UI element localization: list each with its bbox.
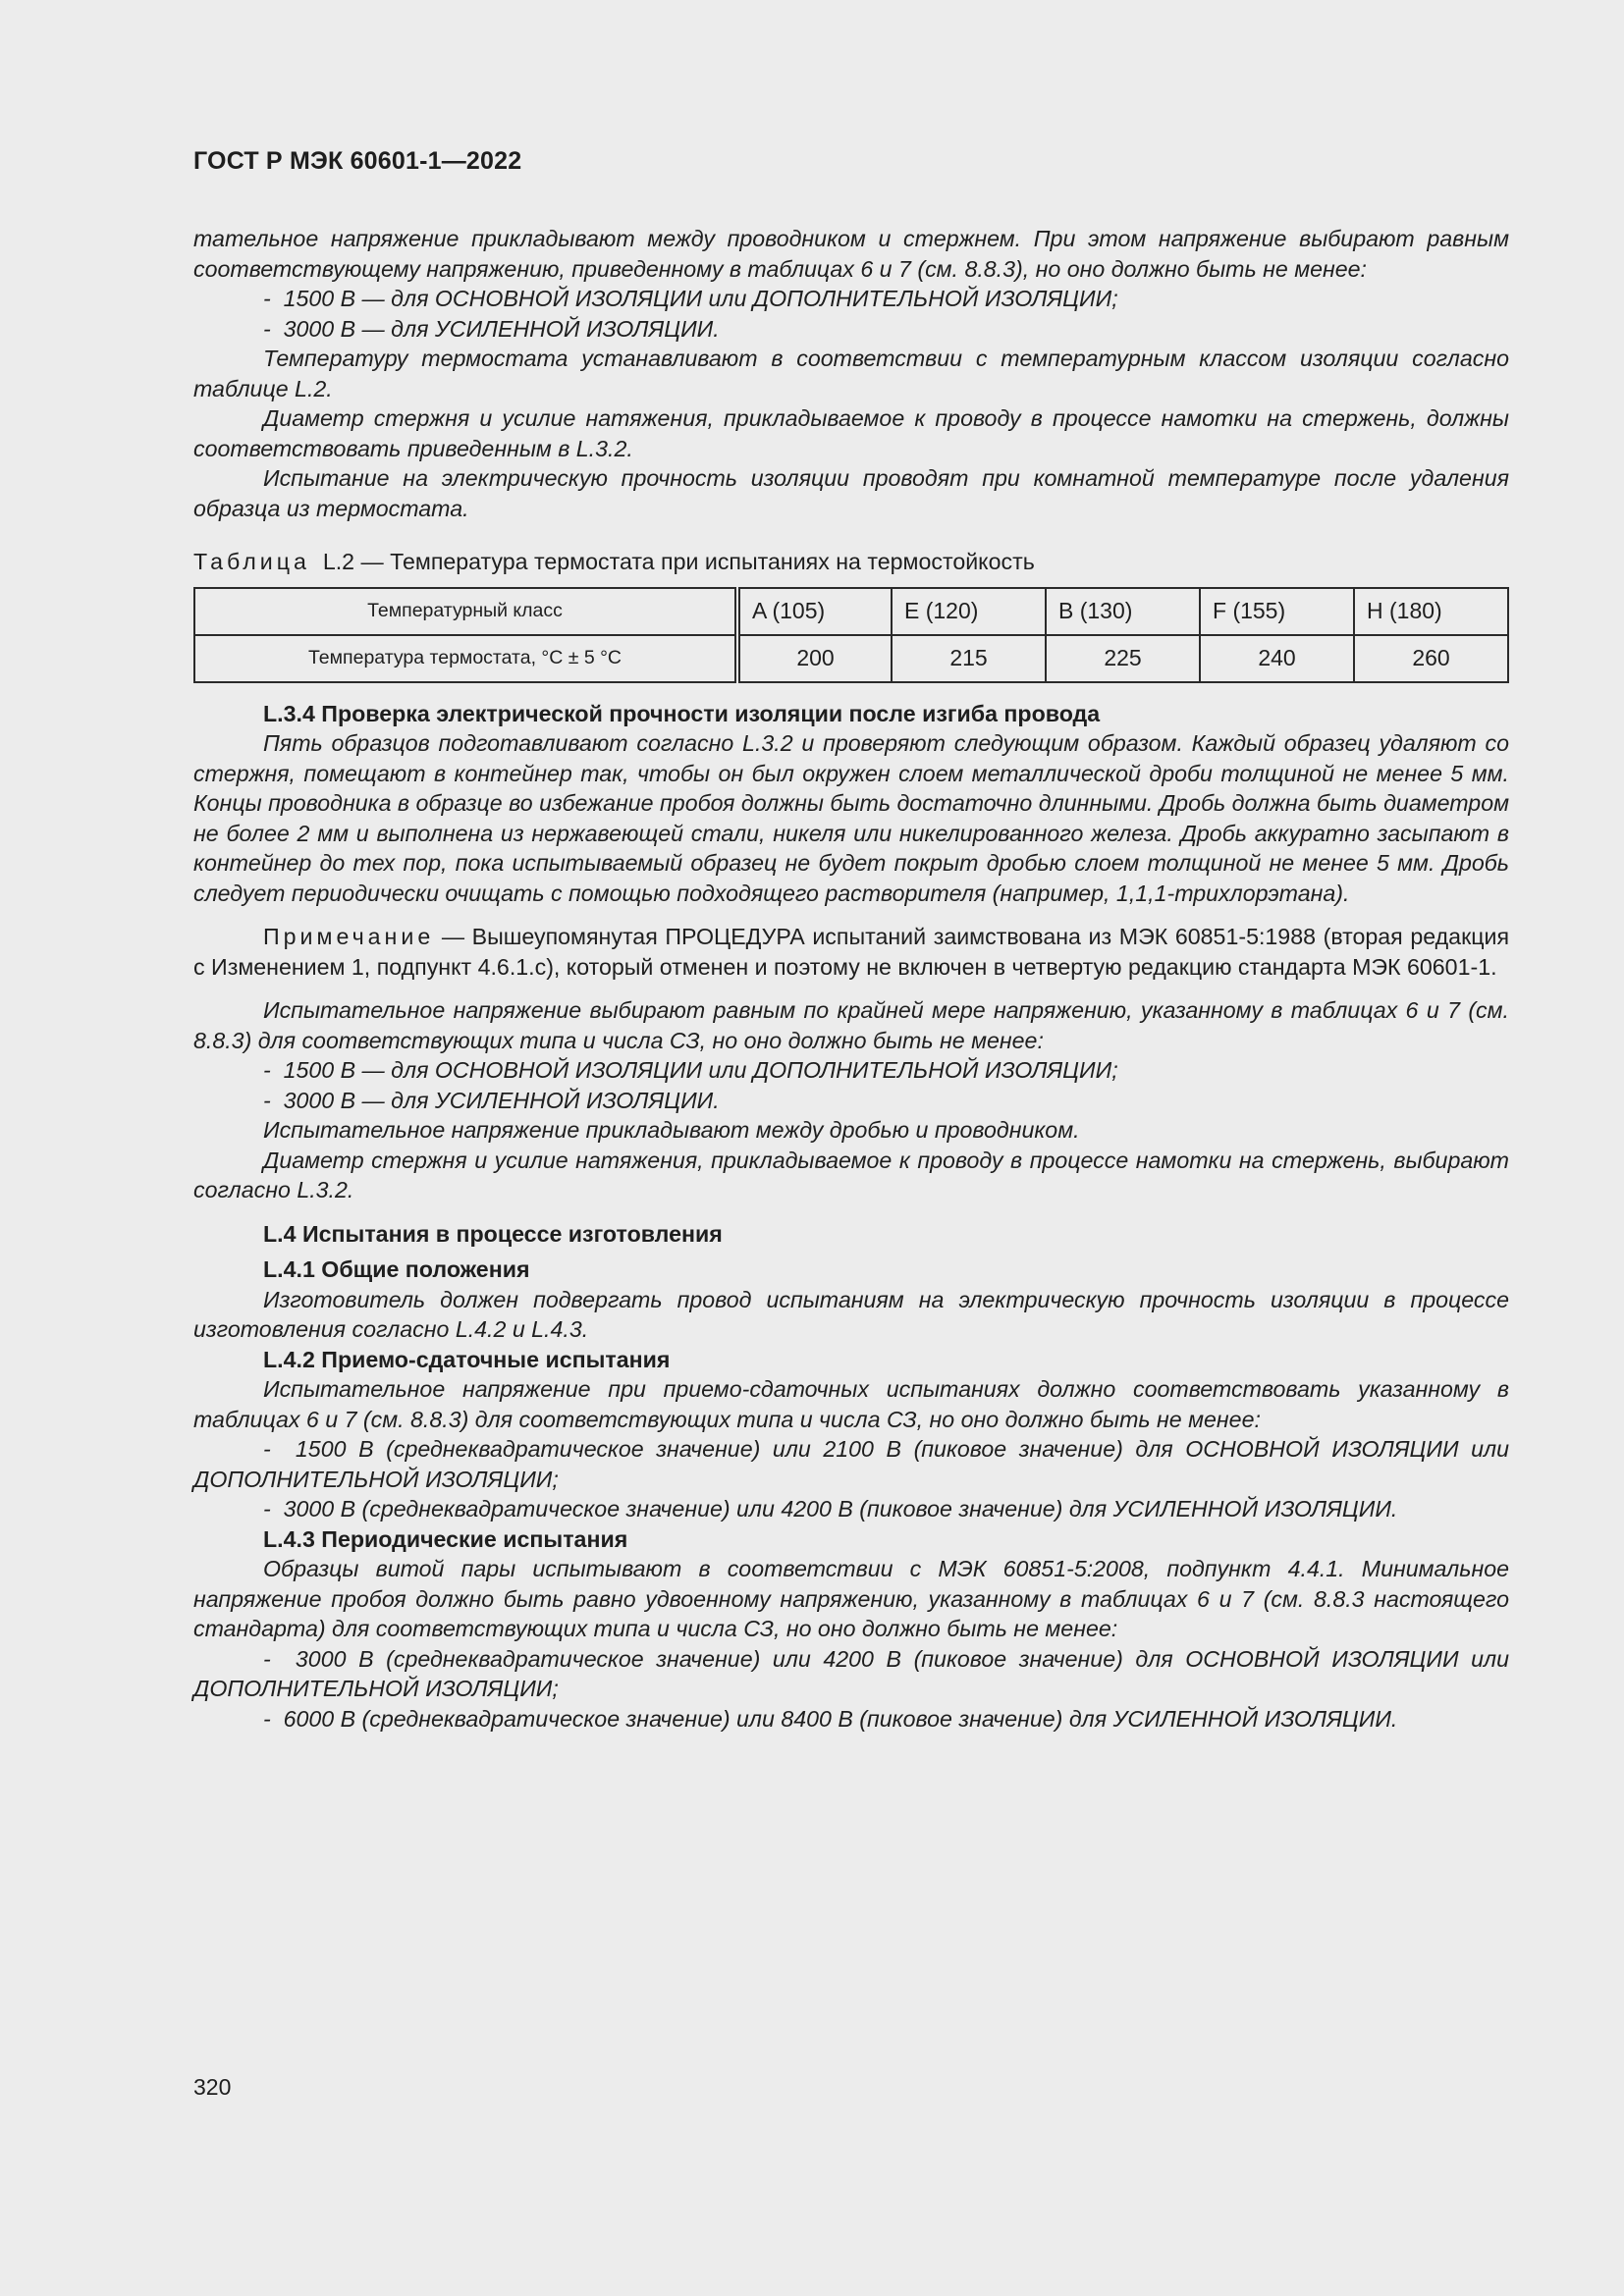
l43-dash-2-text: 6000 В (среднеквадратическое значение) или 8400 В (пиковое значение) для УСИЛЕННОЙ ИЗОЛЯЦИИ. (283, 1705, 1398, 1732)
table-caption (193, 547, 1509, 577)
table-cell: F (155) (1200, 588, 1354, 635)
table-row-label: Температурный класс (194, 588, 737, 635)
l42-dash-1-text: 1500 В (среднеквадратическое значение) или 2100 В (пиковое значение) для ОСНОВНОЙ ИЗОЛЯЦИИ или ДОПОЛНИТЕЛЬНОЙ ИЗОЛЯЦИИ; (193, 1436, 1510, 1492)
l34-paragraph-1: Пять образцов подготавливают согласно L.3.2 и проверяют следующим образом. Каждый образец удаляют со стержня, помещают в контейнер так, чтобы он был окружен слоем металлической дроби толщиной не менее 5 мм. Концы проводника в образце во избежание пробоя должны быть достаточно длинными. Дробь должна быть диаметром не более 2 мм и выполнена из нержавеющей стали, никеля или никелированного железа. Дробь аккуратно засыпают в контейнер до тех пор, пока испытываемый образец не будет покрыт дробью слоем толщиной не менее 5 мм. Дробь следует периодически очищать с помощью подходящего растворителя (например, 1,1,1-трихлорэтана). (193, 730, 1509, 906)
table-cell: 260 (1354, 635, 1508, 682)
table-row (194, 588, 1508, 635)
l42-dash-2: - 3000 В (среднеквадратическое значение) или 4200 В (пиковое значение) для УСИЛЕННОЙ ИЗОЛЯЦИИ. (263, 1496, 1398, 1522)
intro-dash-1: - 1500 В — для ОСНОВНОЙ ИЗОЛЯЦИИ или ДОПОЛНИТЕЛЬНОЙ ИЗОЛЯЦИИ; (263, 286, 1118, 311)
note-label: Примечание (263, 924, 435, 949)
l34-paragraph-3: Испытательное напряжение прикладывают между дробью и проводником. (263, 1117, 1080, 1143)
table-caption-text: L.2 — Температура термостата при испытаниях на термостойкость (322, 549, 1035, 574)
table-row-label: Температура термостата, °С ± 5 °С (194, 635, 737, 682)
table-cell: 200 (737, 635, 892, 682)
intro-dash-1-text: 1500 В — для ОСНОВНОЙ ИЗОЛЯЦИИ или ДОПОЛНИТЕЛЬНОЙ ИЗОЛЯЦИИ; (283, 286, 1118, 311)
intro-paragraph-2: Температуру термостата устанавливают в соответствии с температурным классом изоляции согласно таблице L.2. (193, 346, 1509, 401)
l42-dash-1: - 1500 В (среднеквадратическое значение) или 2100 В (пиковое значение) для ОСНОВНОЙ ИЗОЛЯЦИИ или ДОПОЛНИТЕЛЬНОЙ ИЗОЛЯЦИИ; (193, 1436, 1510, 1492)
l41-paragraph-1: Изготовитель должен подвергать провод испытаниям на электрическую прочность изоляции в процессе изготовления согласно L.4.2 и L.4.3. (193, 1286, 1509, 1342)
page-content (193, 224, 1509, 1734)
table-cell: H (180) (1354, 588, 1508, 635)
page-number: 320 (193, 2074, 232, 2100)
l34-paragraph-4: Диаметр стержня и усилие натяжения, прикладываемое к проводу в процессе намотки на стержень, выбирают согласно L.3.2. (193, 1147, 1509, 1202)
l43-paragraph-1: Образцы витой пары испытывают в соответствии с МЭК 60851-5:2008, подпункт 4.4.1. Минимальное напряжение пробоя должно быть равно удвоенному напряжению, указанному в таблицах 6 и 7 (см. 8.8.3 настоящего стандарта) для соответствующих типа и числа СЗ, но оно должно быть не менее: (193, 1556, 1509, 1641)
note-paragraph (193, 922, 1509, 982)
section-heading-l4: L.4 Испытания в процессе изготовления (263, 1220, 723, 1247)
document-header: ГОСТ Р МЭК 60601-1—2022 (193, 147, 522, 175)
intro-paragraph-3: Диаметр стержня и усилие натяжения, прикладываемое к проводу в процессе намотки на стержень, должны соответствовать приведенным в L.3.2. (193, 405, 1509, 461)
section-heading-l41: L.4.1 Общие положения (263, 1256, 530, 1282)
section-heading-l42: L.4.2 Приемо-сдаточные испытания (263, 1346, 671, 1372)
l34-dash-1-text: 1500 В — для ОСНОВНОЙ ИЗОЛЯЦИИ или ДОПОЛНИТЕЛЬНОЙ ИЗОЛЯЦИИ; (283, 1057, 1118, 1083)
l42-paragraph-1: Испытательное напряжение при приемо-сдаточных испытаниях должно соответствовать указанному в таблицах 6 и 7 (см. 8.8.3) для соответствующих типа и числа СЗ, но оно должно быть не менее: (193, 1376, 1509, 1432)
l34-dash-2-text: 3000 В — для УСИЛЕННОЙ ИЗОЛЯЦИИ. (283, 1087, 720, 1113)
intro-dash-2: - 3000 В — для УСИЛЕННОЙ ИЗОЛЯЦИИ. (263, 315, 720, 342)
l42-dash-2-text: 3000 В (среднеквадратическое значение) или 4200 В (пиковое значение) для УСИЛЕННОЙ ИЗОЛЯЦИИ. (283, 1496, 1398, 1522)
table-cell: 240 (1200, 635, 1354, 682)
table-cell: B (130) (1046, 588, 1200, 635)
thermostat-temperature-table (193, 587, 1509, 683)
table-cell: 215 (892, 635, 1046, 682)
l34-dash-2: - 3000 В — для УСИЛЕННОЙ ИЗОЛЯЦИИ. (263, 1087, 720, 1113)
l43-dash-1-text: 3000 В (среднеквадратическое значение) или 4200 В (пиковое значение) для ОСНОВНОЙ ИЗОЛЯЦИИ или ДОПОЛНИТЕЛЬНОЙ ИЗОЛЯЦИИ; (193, 1645, 1510, 1701)
intro-dash-2-text: 3000 В — для УСИЛЕННОЙ ИЗОЛЯЦИИ. (283, 315, 720, 342)
table-row (194, 635, 1508, 682)
section-heading-l34: L.3.4 Проверка электрической прочности изоляции после изгиба провода (263, 700, 1101, 726)
table-cell: 225 (1046, 635, 1200, 682)
table-cell: E (120) (892, 588, 1046, 635)
l43-dash-2: - 6000 В (среднеквадратическое значение) или 8400 В (пиковое значение) для УСИЛЕННОЙ ИЗОЛЯЦИИ. (263, 1705, 1398, 1732)
intro-paragraph-4: Испытание на электрическую прочность изоляции проводят при комнатной температуре после удаления образца из термостата. (193, 465, 1509, 521)
section-heading-l43: L.4.3 Периодические испытания (263, 1525, 628, 1552)
l43-dash-1: - 3000 В (среднеквадратическое значение) или 4200 В (пиковое значение) для ОСНОВНОЙ ИЗОЛЯЦИИ или ДОПОЛНИТЕЛЬНОЙ ИЗОЛЯЦИИ; (193, 1645, 1510, 1701)
note-text: — Вышеупомянутая ПРОЦЕДУРА испытаний заимствована из МЭК 60851-5:1988 (вторая редакция с Изменением 1, подпункт 4.6.1.с), который отменен и поэтому не включен в четвертую редакцию стандарта МЭК 60601-1. (193, 924, 1509, 980)
intro-paragraph-1: тательное напряжение прикладывают между проводником и стержнем. При этом напряжение выбирают равным соответствующему напряжению, приведенному в таблицах 6 и 7 (см. 8.8.3), но оно должно быть не менее: (193, 226, 1509, 282)
table-caption-label: Таблица (193, 549, 310, 574)
l34-paragraph-2: Испытательное напряжение выбирают равным по крайней мере напряжению, указанному в таблицах 6 и 7 (см. 8.8.3) для соответствующих типа и числа СЗ, но оно должно быть не менее: (193, 997, 1509, 1053)
l34-dash-1: - 1500 В — для ОСНОВНОЙ ИЗОЛЯЦИИ или ДОПОЛНИТЕЛЬНОЙ ИЗОЛЯЦИИ; (263, 1057, 1118, 1083)
table-cell: A (105) (737, 588, 892, 635)
